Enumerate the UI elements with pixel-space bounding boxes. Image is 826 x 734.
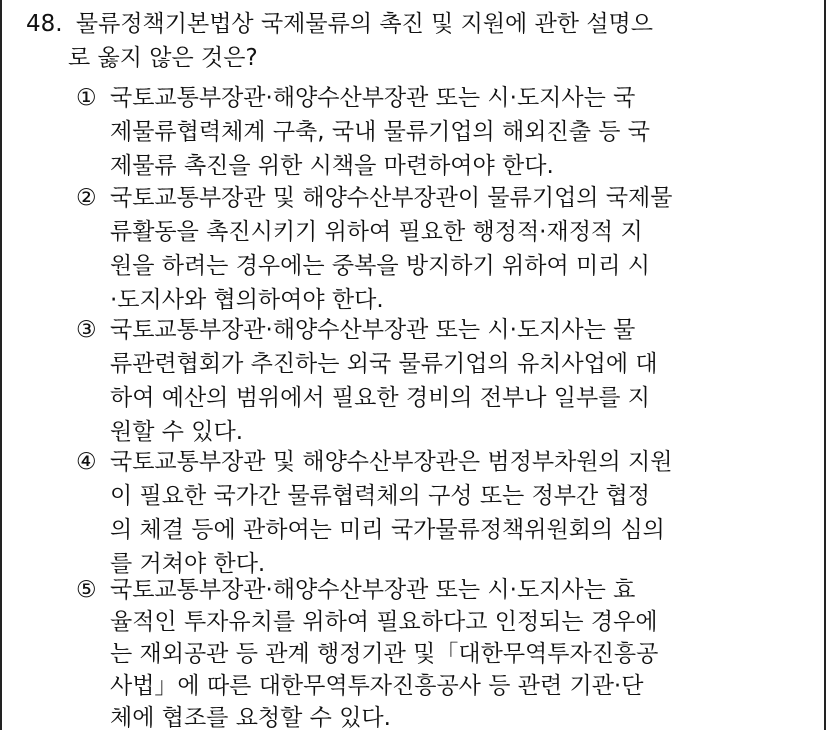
option-line: 제물류 촉진을 위한 시책을 마련하여야 한다.	[110, 153, 554, 179]
option-line: 류활동을 촉진시키기 위하여 필요한 행정적·재정적 지	[110, 219, 643, 245]
option-line: 원할 수 있다.	[110, 419, 244, 445]
option-line: 국토교통부장관·해양수산부장관 또는 시·도지사는 물	[110, 317, 636, 343]
option-line: 국토교통부장관 및 해양수산부장관이 물류기업의 국제물	[110, 185, 673, 211]
option-line: 사법」에 따른 대한무역투자진흥공사 등 관련 기관·단	[110, 673, 644, 699]
question-number: 48.	[26, 11, 63, 37]
option-marker: ①	[76, 85, 97, 111]
option-line: 는 재외공관 등 관계 행정기관 및「대한무역투자진흥공	[110, 641, 659, 667]
option-marker: ②	[76, 185, 97, 211]
option-line: 원을 하려는 경우에는 중복을 방지하기 위하여 미리 시	[110, 253, 650, 279]
option-marker: ③	[76, 317, 97, 343]
option-line: 국토교통부장관·해양수산부장관 또는 시·도지사는 효	[110, 577, 636, 603]
question-line-2: 로 옳지 않은 것은?	[68, 45, 258, 71]
option-line: 이 필요한 국가간 물류협력체의 구성 또는 정부간 협정	[110, 483, 650, 509]
option-line: 체에 협조를 요청할 수 있다.	[110, 705, 391, 731]
option-line: 의 체결 등에 관하여는 미리 국가물류정책위원회의 심의	[110, 517, 665, 543]
option-line: ·도지사와 협의하여야 한다.	[110, 287, 384, 313]
question-line-1: 물류정책기본법상 국제물류의 촉진 및 지원에 관한 설명으	[75, 11, 653, 37]
option-line: 율적인 투자유치를 위하여 필요하다고 인정되는 경우에	[110, 609, 658, 635]
option-line: 류관련협회가 추진하는 외국 물류기업의 유치사업에 대	[110, 351, 658, 377]
option-line: 제물류협력체계 구축, 국내 물류기업의 해외진출 등 국	[110, 119, 650, 145]
option-line: 국토교통부장관·해양수산부장관 또는 시·도지사는 국	[110, 85, 636, 111]
question-stem	[26, 8, 653, 71]
option-line: 국토교통부장관 및 해양수산부장관은 범정부차원의 지원	[110, 449, 673, 475]
option-line: 하여 예산의 범위에서 필요한 경비의 전부나 일부를 지	[110, 385, 650, 411]
option-marker: ⑤	[76, 577, 97, 603]
option-marker: ④	[76, 449, 97, 475]
option-line: 를 거쳐야 한다.	[110, 551, 266, 577]
